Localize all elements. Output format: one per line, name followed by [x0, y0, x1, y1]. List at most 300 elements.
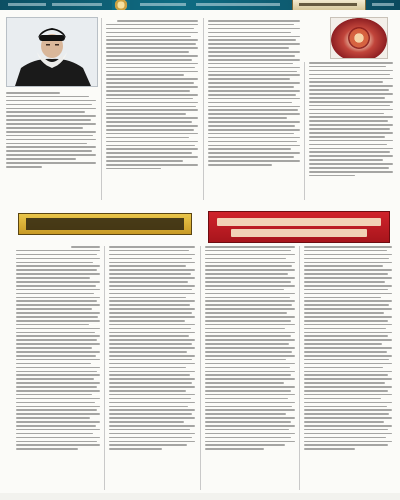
text-line [205, 378, 295, 380]
text-line [16, 328, 100, 330]
text-line [205, 398, 288, 400]
text-line [208, 160, 300, 162]
text-line [205, 386, 295, 388]
text-line [208, 59, 300, 61]
text-line [106, 106, 196, 108]
lower-column-4 [304, 246, 392, 490]
text-line [6, 131, 96, 133]
text-line [208, 36, 300, 38]
text-line [205, 394, 295, 396]
text-line [309, 175, 355, 177]
text-line [106, 71, 198, 73]
text-line [304, 444, 388, 446]
text-line [304, 250, 387, 252]
text-line [205, 441, 295, 443]
text-line [309, 66, 386, 68]
text-line [16, 355, 96, 357]
text-line [304, 262, 392, 264]
text-line [6, 108, 96, 110]
text-line [16, 386, 97, 388]
text-line [304, 289, 388, 291]
text-line [205, 417, 295, 419]
text-line [109, 332, 195, 334]
text-line [304, 394, 392, 396]
text-line [205, 312, 287, 314]
text-line [205, 406, 292, 408]
text-line [208, 90, 300, 92]
text-line [16, 437, 100, 439]
text-line [208, 78, 290, 80]
text-line [109, 265, 186, 267]
text-line [205, 444, 285, 446]
text-line [16, 332, 95, 334]
text-line [16, 390, 100, 392]
text-line [205, 254, 295, 256]
text-line [6, 92, 60, 94]
text-line [309, 124, 393, 126]
text-line [109, 378, 195, 380]
text-line [16, 343, 100, 345]
text-line [304, 265, 383, 267]
column-divider [203, 18, 204, 200]
text-line [304, 371, 392, 373]
text-line [16, 297, 100, 299]
text-line [304, 406, 387, 408]
text-line [6, 96, 89, 98]
text-line [109, 363, 195, 365]
text-line [304, 328, 386, 330]
text-line [6, 158, 76, 160]
text-line [309, 109, 393, 111]
text-line [16, 409, 97, 411]
text-line [208, 141, 297, 143]
text-line [208, 164, 272, 166]
text-line [106, 109, 198, 111]
text-line [205, 285, 295, 287]
cleric-portrait-image [6, 17, 98, 87]
text-line [16, 293, 94, 295]
section-ribbon-label [299, 3, 357, 6]
masthead-band [0, 0, 400, 10]
masthead-emblem-icon [112, 0, 130, 10]
text-line [309, 144, 387, 146]
text-line [205, 409, 295, 411]
text-line [109, 394, 195, 396]
text-line [6, 135, 93, 137]
red-seal-emblem-image [330, 17, 388, 59]
text-line [106, 51, 189, 53]
text-line [16, 394, 92, 396]
text-line [109, 277, 195, 279]
text-line [205, 316, 295, 318]
text-line [16, 371, 97, 373]
text-line [208, 24, 294, 26]
text-line [304, 273, 388, 275]
text-line [106, 94, 198, 96]
text-line [109, 316, 195, 318]
text-line [205, 371, 295, 373]
text-line [205, 335, 291, 337]
text-line [106, 82, 194, 84]
text-line [109, 347, 195, 349]
text-line [16, 351, 100, 353]
text-line [205, 382, 284, 384]
text-line [309, 163, 393, 165]
text-line [205, 402, 295, 404]
text-line [205, 359, 286, 361]
text-line [109, 328, 191, 330]
text-line [106, 148, 198, 150]
text-line [304, 429, 388, 431]
text-line [16, 258, 100, 260]
text-line [109, 417, 195, 419]
text-line [16, 448, 78, 450]
text-line [208, 152, 300, 154]
text-line [304, 355, 392, 357]
text-line [208, 63, 293, 65]
masthead-text-glyph [52, 3, 102, 6]
text-line [109, 304, 190, 306]
text-line [304, 367, 383, 369]
text-line [208, 82, 300, 84]
text-line [16, 273, 100, 275]
text-line [106, 39, 198, 41]
text-line [109, 285, 195, 287]
text-line [106, 133, 198, 135]
text-line [208, 43, 300, 45]
text-line [205, 448, 264, 450]
text-line [205, 328, 285, 330]
text-line [109, 254, 195, 256]
text-line [208, 74, 300, 76]
text-line [16, 324, 89, 326]
text-line [109, 308, 195, 310]
text-line [109, 312, 192, 314]
text-line [304, 386, 392, 388]
text-line [309, 85, 393, 87]
text-line [208, 137, 300, 139]
text-line [205, 324, 295, 326]
text-line [309, 136, 385, 138]
text-line [208, 121, 300, 123]
text-line [16, 441, 97, 443]
text-line [205, 339, 295, 341]
text-line [16, 374, 100, 376]
text-line [16, 378, 94, 380]
upper-column-4 [309, 62, 393, 200]
text-line [117, 20, 198, 22]
text-line [309, 151, 390, 153]
text-line [309, 97, 385, 99]
text-line [208, 125, 295, 127]
text-line [16, 265, 100, 267]
text-line [205, 355, 295, 357]
text-line [205, 413, 286, 415]
text-line [16, 320, 100, 322]
text-line [106, 152, 192, 154]
text-line [304, 277, 392, 279]
text-line [16, 433, 93, 435]
text-line [208, 51, 300, 53]
text-line [16, 363, 91, 365]
text-line [16, 339, 97, 341]
text-line [109, 273, 191, 275]
text-line [16, 316, 98, 318]
text-line [109, 246, 195, 248]
text-line [205, 246, 295, 248]
text-line [106, 90, 190, 92]
text-line [6, 150, 92, 152]
column-divider [304, 62, 305, 200]
text-line [109, 444, 187, 446]
text-line [205, 250, 291, 252]
text-line [109, 262, 195, 264]
text-line [205, 262, 295, 264]
text-line [205, 351, 292, 353]
text-line [6, 115, 96, 117]
text-line [16, 382, 100, 384]
text-line [106, 78, 198, 80]
text-line [16, 425, 96, 427]
lower-column-2 [109, 246, 195, 490]
text-line [208, 148, 291, 150]
text-line [106, 67, 195, 69]
text-line [106, 129, 194, 131]
text-line [109, 409, 195, 411]
text-line [304, 254, 392, 256]
text-line [309, 132, 393, 134]
seal-icon [348, 27, 370, 49]
text-line [304, 300, 392, 302]
text-line [304, 343, 382, 345]
text-line [109, 343, 192, 345]
column-divider [200, 246, 201, 490]
text-line [109, 413, 192, 415]
text-line [109, 355, 195, 357]
text-line [16, 289, 100, 291]
text-line [208, 71, 297, 73]
upper-column-1 [6, 92, 96, 200]
text-line [106, 55, 198, 57]
text-line [109, 351, 187, 353]
text-line [106, 141, 198, 143]
text-line [109, 437, 192, 439]
text-line [304, 437, 386, 439]
text-line [304, 448, 355, 450]
text-line [309, 159, 383, 161]
text-line [6, 143, 87, 145]
text-line [16, 417, 90, 419]
text-line [109, 339, 195, 341]
text-line [304, 417, 392, 419]
text-line [208, 55, 295, 57]
text-line [16, 285, 96, 287]
text-line [109, 425, 195, 427]
masthead-text-glyph [140, 3, 186, 6]
text-line [304, 378, 392, 380]
text-line [309, 74, 390, 76]
text-line [205, 433, 295, 435]
text-line [106, 145, 195, 147]
text-line [208, 113, 300, 115]
text-line [208, 86, 294, 88]
text-line [304, 382, 385, 384]
text-line [16, 406, 100, 408]
text-line [16, 254, 97, 256]
text-line [304, 316, 392, 318]
text-line [205, 437, 291, 439]
text-line [309, 62, 393, 64]
text-line [6, 127, 83, 129]
text-line [304, 297, 381, 299]
text-line [109, 289, 192, 291]
portrait-drawing [7, 18, 97, 86]
column-divider [104, 246, 105, 490]
text-line [208, 20, 300, 22]
text-line [208, 39, 296, 41]
text-line [16, 347, 92, 349]
text-line [304, 285, 392, 287]
text-line [304, 312, 384, 314]
text-line [205, 347, 295, 349]
text-line [106, 86, 198, 88]
text-line [16, 367, 100, 369]
text-line [106, 168, 161, 170]
text-line [106, 113, 186, 115]
text-line [208, 109, 298, 111]
text-line [309, 140, 393, 142]
text-line [16, 262, 93, 264]
text-line [208, 28, 300, 30]
text-line [309, 93, 393, 95]
text-line [304, 363, 392, 365]
text-line [205, 390, 291, 392]
text-line [6, 139, 96, 141]
text-line [109, 390, 186, 392]
text-line [309, 120, 388, 122]
text-line [304, 293, 392, 295]
text-line [309, 148, 393, 150]
text-line [304, 246, 392, 248]
gold-section-title-text [19, 214, 191, 234]
text-line [16, 413, 100, 415]
text-line [109, 324, 195, 326]
text-line [205, 289, 284, 291]
text-line [109, 371, 195, 373]
text-line [205, 332, 295, 334]
text-line [109, 320, 185, 322]
column-divider [299, 246, 300, 490]
text-line [205, 265, 292, 267]
text-line [109, 335, 189, 337]
text-line [205, 429, 289, 431]
text-line [205, 308, 295, 310]
text-line [16, 308, 92, 310]
text-line [309, 155, 393, 157]
text-line [16, 277, 90, 279]
text-line [109, 374, 190, 376]
text-line [106, 121, 192, 123]
text-line [109, 300, 195, 302]
text-line [106, 117, 198, 119]
text-line [208, 94, 296, 96]
text-line [6, 104, 92, 106]
text-line [109, 382, 192, 384]
text-line [205, 281, 291, 283]
text-line [109, 367, 186, 369]
text-line [309, 78, 393, 80]
text-line [109, 398, 191, 400]
text-line [106, 32, 198, 34]
text-line [309, 167, 389, 169]
text-line [309, 128, 390, 130]
text-line [208, 98, 300, 100]
text-line [208, 156, 294, 158]
text-line [304, 281, 385, 283]
text-line [16, 429, 100, 431]
text-line [109, 441, 195, 443]
text-line [16, 304, 100, 306]
text-line [208, 102, 292, 104]
text-line [208, 133, 294, 135]
text-line [205, 293, 295, 295]
page-footer [0, 493, 400, 500]
text-line [304, 324, 392, 326]
text-line [6, 119, 91, 121]
text-line [106, 24, 198, 26]
text-line [304, 398, 381, 400]
text-line [304, 425, 392, 427]
upper-column-3 [208, 20, 300, 200]
text-line [304, 339, 392, 341]
text-line [205, 269, 295, 271]
text-line [16, 300, 97, 302]
column-divider [101, 18, 102, 200]
text-line [205, 343, 289, 345]
text-line [205, 374, 291, 376]
text-line [6, 111, 85, 113]
lower-column-1 [16, 246, 100, 490]
text-line [106, 59, 192, 61]
text-line [16, 359, 100, 361]
text-line [106, 63, 198, 65]
text-line [304, 413, 389, 415]
text-line [109, 421, 184, 423]
text-line [309, 89, 389, 91]
text-line [6, 154, 96, 156]
text-line [304, 320, 388, 322]
text-line [304, 359, 389, 361]
text-line [16, 281, 100, 283]
text-line [109, 250, 189, 252]
text-line [304, 258, 389, 260]
text-line [304, 409, 392, 411]
text-line [106, 28, 194, 30]
text-line [205, 277, 295, 279]
text-line [16, 335, 100, 337]
text-line [16, 444, 100, 446]
text-line [205, 273, 288, 275]
text-line [16, 250, 100, 252]
text-line [208, 129, 300, 131]
text-line [6, 123, 96, 125]
text-line [109, 429, 190, 431]
text-line [304, 347, 392, 349]
text-line [205, 297, 290, 299]
text-line [205, 258, 286, 260]
masthead-text-glyph [372, 3, 394, 6]
red-section-title-text [209, 212, 389, 242]
